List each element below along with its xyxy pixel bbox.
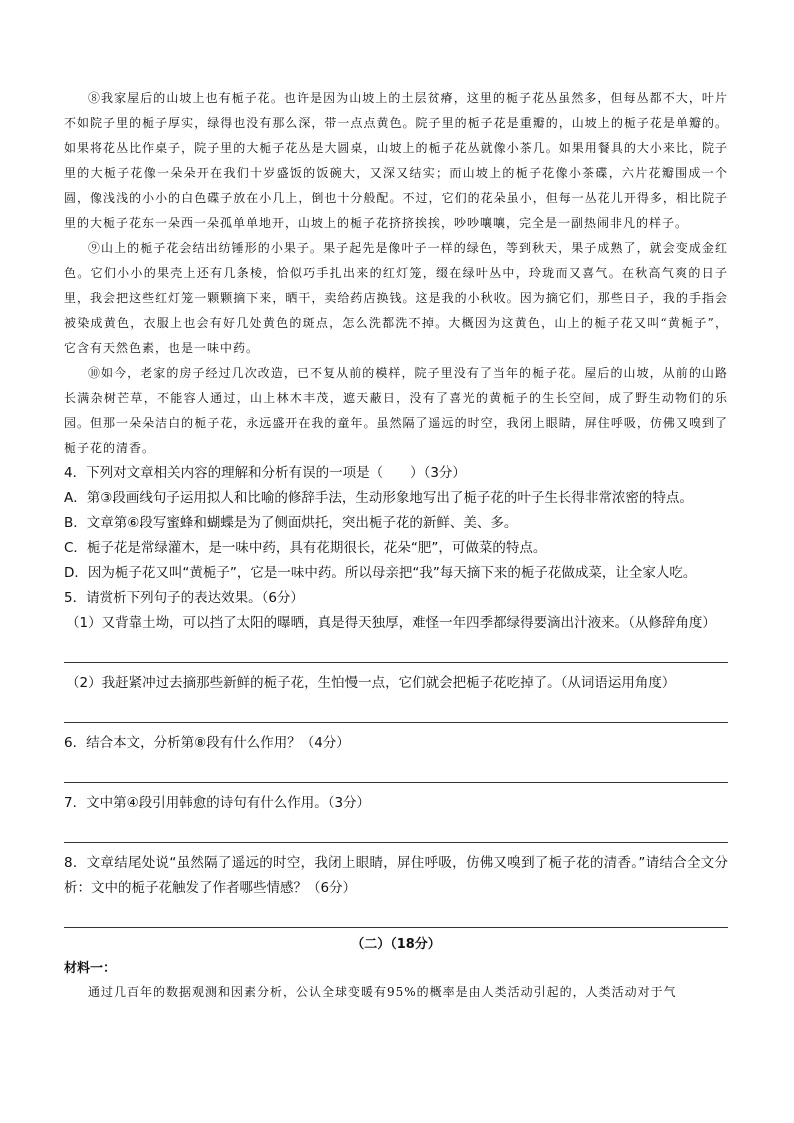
- question-4-option-a: A．第③段画线句子运用拟人和比喻的修辞手法，生动形象地写出了栀子花的叶子生长得非常浓密的特点。: [64, 490, 693, 506]
- question-4-stem: 4．下列对文章相关内容的理解和分析有误的一项是（ ）（3分）: [64, 465, 466, 481]
- question-7: 7．文中第④段引用韩愈的诗句有什么作用。（3分）: [64, 795, 371, 811]
- passage-paragraph-10: ⑩如今，老家的房子经过几次改造，已不复从前的模样，院子里没有了当年的栀子花。屋后的山坡，从前的山路长满杂树芒草，不能容人通过，山上林木丰茂，遮天蔽日，没有了喜光的黄栀子的生长空间，成了野生动物们的乐园。但那一朵朵洁白的栀子花，永远盛开在我的童年。虽然隔了遥远的时空，我闭上眼睛，屏住呼吸，仿佛又嗅到了栀子花的清香。: [64, 366, 728, 455]
- question-8: 8．文章结尾处说“虽然隔了遥远的时空，我闭上眼睛，屏住呼吸，仿佛又嗅到了栀子花的清香。”请结合全文分析：文中的栀子花触发了作者哪些情感？（6分）: [64, 855, 728, 896]
- answer-line-5-2[interactable]: [64, 696, 728, 723]
- question-5-sentence-1: （1）又背靠土坳，可以挡了太阳的曝晒，真是得天独厚，难怪一年四季都绿得要滴出汁液来。（从修辞角度）: [66, 615, 716, 631]
- question-5-sentence-2: （2）我赶紧冲过去摘那些新鲜的栀子花，生怕慢一点，它们就会把栀子花吃掉了。（从词语运用角度）: [66, 675, 676, 691]
- answer-line-7[interactable]: [64, 816, 728, 843]
- passage-paragraph-9: ⑨山上的栀子花会结出纺锤形的小果子。果子起先是像叶子一样的绿色，等到秋天，果子成熟了，就会变成金红色。它们小小的果壳上还有几条棱，恰似巧手扎出来的红灯笼，缀在绿叶丛中，玲珑而又喜气。在秋高气爽的日子里，我会把这些红灯笼一颗颗摘下来，晒干，卖给药店换钱。这是我的小秋收。因为摘它们，那些日子，我的手指会被染成黄色，衣服上也会有好几处黄色的斑点，怎么洗都洗不掉。大概因为这黄色，山上的栀子花又叫“黄栀子”，它含有天然色素，也是一味中药。: [64, 241, 728, 355]
- answer-line-5-1[interactable]: [64, 636, 728, 663]
- question-4-option-b: B．文章第⑥段写蜜蜂和蝴蝶是为了侧面烘托，突出栀子花的新鲜、美、多。: [64, 515, 518, 531]
- answer-line-8[interactable]: [64, 901, 728, 928]
- question-6: 6．结合本文，分析第⑧段有什么作用？（4分）: [64, 735, 350, 751]
- material-1-text: 通过几百年的数据观测和因素分析，公认全球变暖有95%的概率是由人类活动引起的，人类活动对于气: [88, 985, 677, 999]
- question-4-option-d: D．因为栀子花又叫“黄栀子”，它是一味中药。所以母亲把“我”每天摘下来的栀子花做成菜，让全家人吃。: [64, 565, 697, 581]
- answer-line-6[interactable]: [64, 756, 728, 783]
- section-2-title: （二）（18分）: [351, 937, 441, 952]
- material-1-label: 材料一：: [64, 961, 117, 976]
- passage-paragraph-8: ⑧我家屋后的山坡上也有栀子花。也许是因为山坡上的土层贫瘠，这里的栀子花丛虽然多，但每丛都不大，叶片不如院子里的栀子厚实，绿得也没有那么深，带一点点黄色。院子里的栀子花是重瓣的，山坡上的栀子花是单瓣的。如果将花丛比作桌子，院子里的大栀子花丛是大圆桌，山坡上的栀子花丛就像小茶几。如果用餐具的大小来比，院子里的大栀子花像一朵朵开在我们十岁盛饭的饭碗大，又深又结实；而山坡上的栀子花像小茶碟，六片花瓣围成一个圆，像浅浅的小小的白色碟子放在小几上，倒也十分般配。不过，它们的花朵虽小，但每一丛花儿开得多，相比院子里的大栀子花东一朵西一朵孤单单地开，山坡上的栀子花挤挤挨挨，吵吵嚷嚷，完全是一副热闹非凡的样子。: [64, 91, 728, 230]
- question-4-option-c: C．栀子花是常绿灌木，是一味中药，具有花期很长，花朵“肥”，可做菜的特点。: [64, 540, 547, 556]
- question-5-stem: 5．请赏析下列句子的表达效果。（6分）: [64, 590, 304, 606]
